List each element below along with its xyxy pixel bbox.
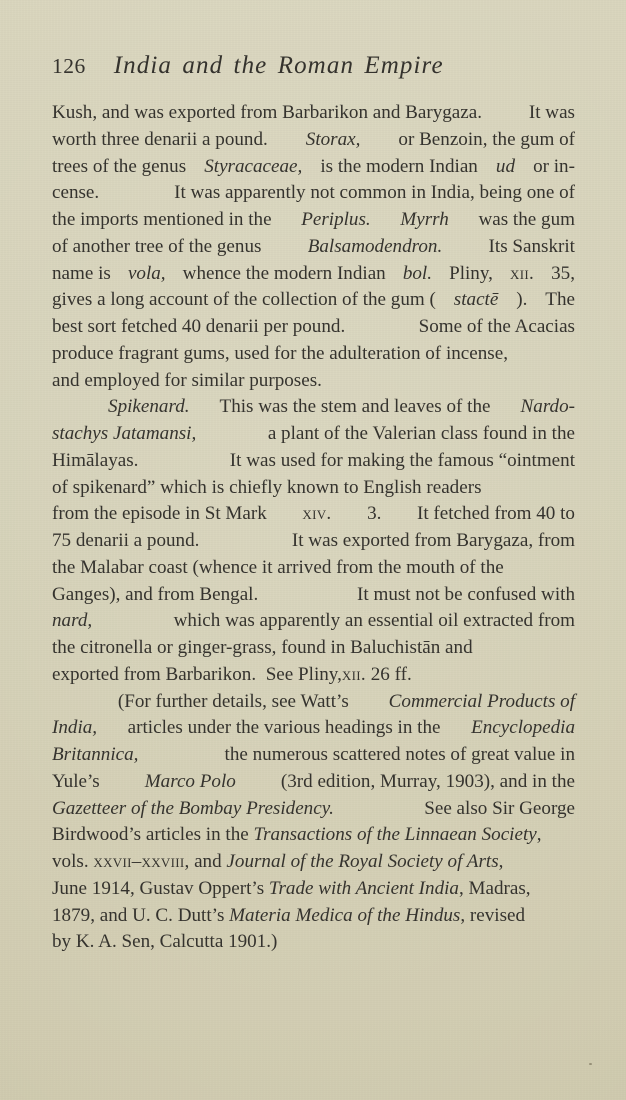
text-line: and employed for similar purposes. — [52, 369, 322, 391]
line-fragment: Pliny, — [449, 262, 493, 284]
line-fragment: the imports mentioned in the — [52, 209, 272, 230]
line-fragment: exported from Barbarikon. — [52, 663, 257, 685]
line-fragment: 1879, and U. C. Dutt’s — [52, 904, 225, 926]
line-fragment: best sort fetched 40 denarii per pound. — [52, 316, 346, 337]
line-fragment: 35, — [551, 262, 575, 284]
line-fragment-italic: Spikenard. — [108, 396, 190, 418]
line-fragment: 3. — [367, 503, 382, 525]
line-fragment: It fetched from 40 to — [416, 503, 575, 525]
text-line — [52, 127, 575, 154]
paragraph-gums — [52, 100, 575, 394]
line-fragment: Birdwood’s articles in the — [52, 824, 249, 846]
line-fragment: articles under the various headings in the — [127, 717, 441, 739]
text-line — [52, 769, 575, 796]
paper-speck — [589, 1063, 592, 1065]
line-fragment: The — [545, 289, 575, 311]
line-fragment-italic: Marco Polo — [144, 770, 236, 792]
text-line — [52, 207, 575, 234]
line-fragment: ). — [516, 289, 528, 311]
text-line — [52, 822, 575, 849]
paragraph-references — [52, 689, 575, 957]
line-fragment: the Malabar coast (whence it arrived from the mouth of the — [52, 556, 504, 578]
line-fragment: or Benzoin, the gum of — [398, 128, 575, 150]
line-fragment: , — [536, 824, 542, 846]
line-fragment: It must not be confused with — [357, 583, 575, 605]
text-line — [52, 662, 575, 689]
text-line: by K. A. Sen, Calcutta 1901.) — [52, 931, 278, 953]
line-fragment-italic: Trade with Ancient India — [268, 877, 459, 899]
text-line — [52, 689, 575, 716]
line-fragment: of another tree of the genus — [52, 235, 262, 257]
text-line — [52, 100, 575, 127]
line-fragment-italic: India, — [52, 717, 98, 739]
line-fragment-italic: ud — [495, 155, 516, 177]
text-line — [52, 261, 575, 288]
line-fragment: name is — [52, 262, 111, 284]
line-fragment: , and — [184, 851, 222, 872]
line-fragment: a plant of the Valerian class found in the — [267, 423, 575, 444]
text-line — [52, 287, 575, 314]
line-fragment-italic: stachys Jatamansi, — [52, 423, 197, 444]
text-line: produce fragrant gums, used for the adulteration of incense, — [52, 342, 508, 364]
line-fragment: It was exported from Barygaza, from — [291, 530, 575, 551]
line-fragment: which was apparently an essential oil extracted from — [173, 610, 575, 632]
line-fragment: Some of the Acacias — [418, 316, 575, 337]
line-fragment: It was — [528, 102, 575, 123]
line-fragment: 26 ff. — [370, 663, 412, 685]
page-number: 126 — [52, 54, 86, 78]
text-line — [52, 715, 575, 742]
line-fragment: cense. — [52, 182, 100, 204]
line-fragment-italic: Periplus. — [301, 209, 371, 230]
line-fragment: (For further details, see Watt’s — [117, 690, 349, 712]
text-line — [52, 876, 575, 903]
roman-numeral-smallcaps: xiv. — [302, 503, 332, 525]
page-text-block — [52, 100, 575, 956]
line-fragment-italic: Myrrh — [400, 209, 449, 230]
line-fragment: See Pliny, — [265, 663, 342, 685]
line-fragment: It was apparently not common in India, being one of — [174, 182, 575, 204]
text-line — [52, 635, 575, 662]
line-fragment: is the modern Indian — [320, 155, 478, 177]
line-fragment: (3rd edition, Murray, 1903), and in the — [280, 770, 575, 792]
text-line — [52, 742, 575, 769]
roman-numeral-smallcaps: xii. — [510, 262, 535, 284]
line-fragment-italic: Britannica, — [52, 744, 139, 765]
line-fragment: 75 denarii a pound. — [52, 530, 200, 551]
text-line — [52, 849, 575, 876]
line-fragment: from the episode in St Mark — [52, 503, 267, 525]
line-fragment-italic: Storax, — [305, 128, 361, 150]
line-fragment: Himālayas. — [52, 449, 139, 471]
text-line — [52, 314, 575, 341]
line-fragment: It was used for making the famous “ointment — [229, 449, 575, 471]
line-fragment-italic: Materia Medica of the Hindus — [229, 904, 461, 926]
text-line — [52, 154, 575, 181]
text-line — [52, 475, 575, 502]
line-fragment-italic: Gazetteer of the Bombay Presidency. — [52, 797, 334, 819]
paragraph-indent — [52, 394, 78, 421]
line-fragment: the numerous scattered notes of great value in — [224, 744, 575, 765]
line-fragment: Yule’s — [52, 770, 100, 792]
line-fragment-italic: Styracaceae, — [204, 155, 303, 177]
text-line — [52, 608, 575, 635]
roman-numeral-smallcaps: xii. — [341, 663, 366, 685]
line-fragment: See also Sir George — [424, 797, 575, 819]
line-fragment: Its Sanskrit — [488, 235, 575, 257]
text-line — [52, 448, 575, 475]
line-fragment-italic: nard, — [52, 610, 93, 632]
text-line — [52, 180, 575, 207]
text-line — [52, 421, 575, 448]
line-fragment: of spikenard” which is chiefly known to English readers — [52, 476, 482, 498]
line-fragment: This was the stem and leaves of the — [219, 396, 491, 418]
line-fragment-italic: Encyclopedia — [471, 717, 575, 739]
line-fragment-italic: Journal of the Royal Society of Arts — [226, 851, 499, 872]
line-fragment: , revised — [460, 904, 526, 926]
text-line — [52, 582, 575, 609]
line-fragment: June 1914, Gustav Oppert’s — [52, 877, 265, 899]
line-fragment: , Madras, — [458, 877, 531, 899]
line-fragment: gives a long account of the collection of the gum ( — [52, 289, 436, 311]
text-line — [52, 501, 575, 528]
text-line — [52, 394, 575, 421]
text-line — [52, 796, 575, 823]
line-fragment: the citronella or ginger-grass, found in Baluchistān and — [52, 637, 473, 658]
line-fragment: was the gum — [478, 209, 575, 230]
line-fragment: whence the modern Indian — [182, 262, 386, 284]
line-fragment: vols. — [52, 851, 89, 872]
line-fragment-italic: vola, — [127, 262, 166, 284]
line-fragment-italic: Commercial Products of — [388, 690, 575, 712]
line-fragment: or in- — [533, 155, 575, 177]
paragraph-spikenard — [52, 394, 575, 688]
text-line — [52, 555, 575, 582]
line-fragment: Kush, and was exported from Barbarikon and Barygaza. — [52, 102, 483, 123]
text-line — [52, 234, 575, 261]
line-fragment: , — [498, 851, 504, 872]
line-fragment-italic: Nardo- — [520, 396, 575, 418]
line-fragment-italic: Balsamodendron. — [307, 235, 443, 257]
running-head — [52, 52, 574, 86]
text-line — [52, 903, 575, 930]
line-fragment: worth three denarii a pound. — [52, 128, 268, 150]
line-fragment: Ganges), and from Bengal. — [52, 583, 259, 605]
text-line — [52, 528, 575, 555]
line-fragment-italic: stactē — [453, 289, 499, 311]
line-fragment-italic: Transactions of the Linnaean Society — [253, 824, 537, 846]
line-fragment: trees of the genus — [52, 155, 187, 177]
paragraph-indent — [52, 689, 78, 716]
line-fragment-italic: bol. — [402, 262, 432, 284]
roman-numeral-smallcaps: xxvii–xxviii — [93, 851, 185, 872]
running-head-title: India and the Roman Empire — [113, 52, 444, 79]
